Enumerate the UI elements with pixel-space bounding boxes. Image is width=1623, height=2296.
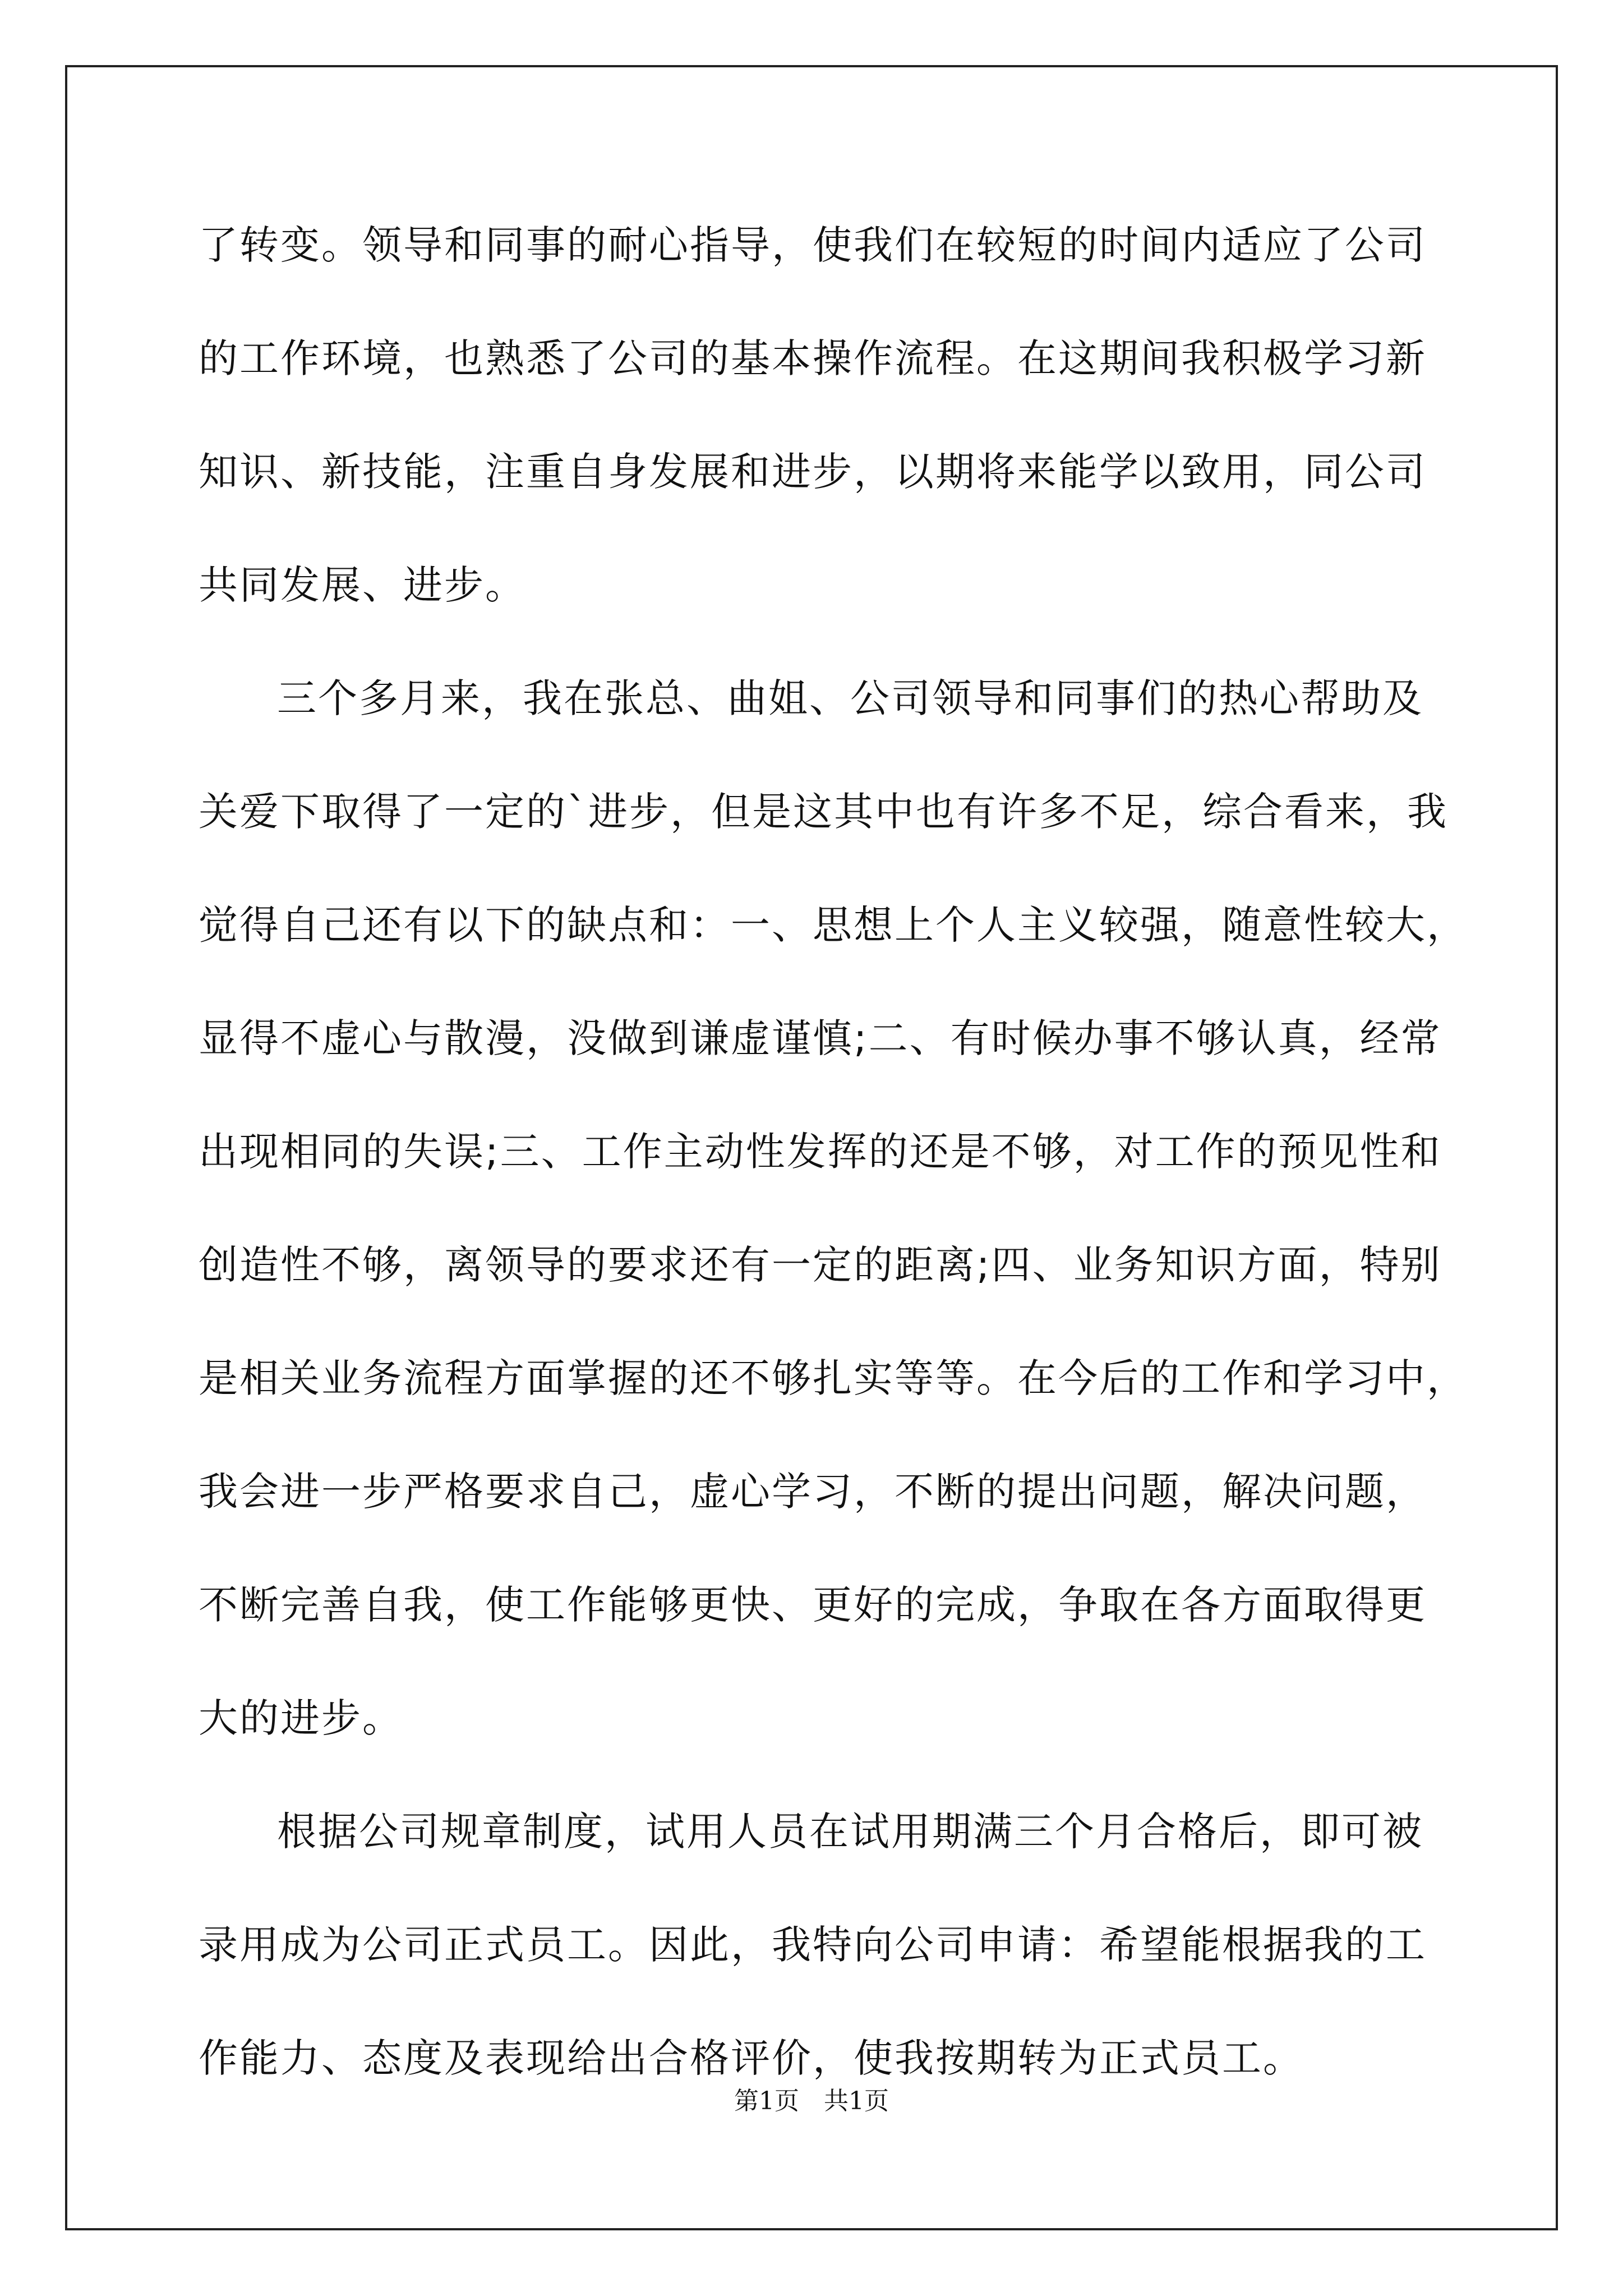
paragraph-first-line: 根据公司规章制度，试用人员在试用期满三个月合格后，即可被 xyxy=(277,1809,1423,1855)
text-line: 了转变。领导和同事的耐心指导，使我们在较短的时间内适应了公司 xyxy=(199,222,1427,268)
text-line: 不断完善自我，使工作能够更快、更好的完成，争取在各方面取得更 xyxy=(199,1582,1427,1628)
paragraph-first-line: 三个多月来，我在张总、曲姐、公司领导和同事们的热心帮助及 xyxy=(277,675,1423,721)
text-line: 大的进步。 xyxy=(199,1695,403,1741)
text-line: 创造性不够，离领导的要求还有一定的距离;四、业务知识方面，特别 xyxy=(199,1242,1442,1288)
text-line: 的工作环境，也熟悉了公司的基本操作流程。在这期间我积极学习新 xyxy=(199,335,1427,381)
page-footer: 第1页 共1页 xyxy=(734,2087,889,2115)
text-line: 共同发展、进步。 xyxy=(199,562,526,608)
text-line: 是相关业务流程方面掌握的还不够扎实等等。在今后的工作和学习中， xyxy=(199,1355,1468,1401)
text-line: 知识、新技能，注重自身发展和进步，以期将来能学以致用，同公司 xyxy=(199,449,1427,495)
text-line: 出现相同的失误;三、工作主动性发挥的还是不够，对工作的预见性和 xyxy=(199,1129,1442,1175)
text-line: 关爱下取得了一定的`进步，但是这其中也有许多不足，综合看来，我 xyxy=(199,789,1448,835)
text-line: 显得不虚心与散漫，没做到谦虚谨慎;二、有时候办事不够认真，经常 xyxy=(199,1015,1442,1061)
text-line: 我会进一步严格要求自己，虚心学习，不断的提出问题，解决问题， xyxy=(199,1469,1427,1515)
text-line: 录用成为公司正式员工。因此，我特向公司申请：希望能根据我的工 xyxy=(199,1922,1427,1968)
text-line: 觉得自己还有以下的缺点和：一、思想上个人主义较强，随意性较大， xyxy=(199,902,1468,948)
text-line: 作能力、态度及表现给出合格评价，使我按期转为正式员工。 xyxy=(199,2035,1304,2081)
